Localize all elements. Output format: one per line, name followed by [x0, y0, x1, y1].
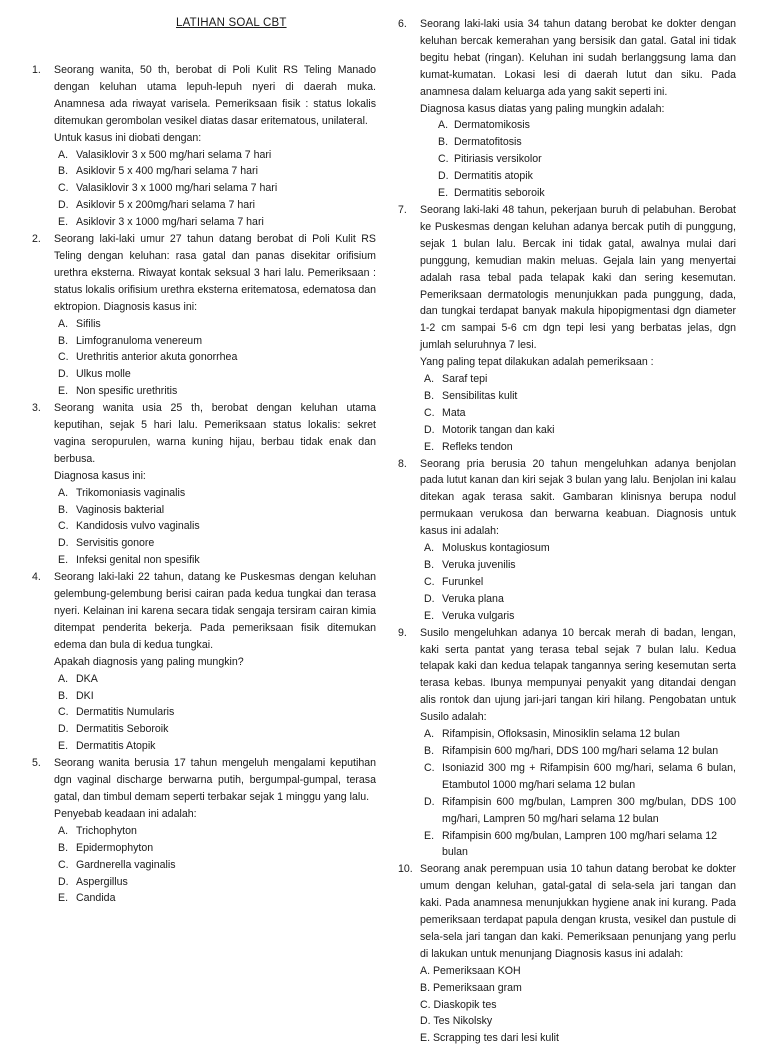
option-a: [54, 316, 376, 333]
option-letter: B.: [424, 744, 435, 757]
option-b: [420, 388, 736, 405]
option-text: Aspergillus: [76, 875, 128, 888]
question-stem: Seorang laki-laki 48 tahun, pekerjaan buruh di pelabuhan. Berobat ke Puskesmas dengan keluhan adanya bercak putih di punggung, sejak 1 bulan lalu. Bercak ini tidak gatal, awalnya mulai dari punggung, kemudian makin meluas. Gejala lain yang menyertai adalah rasa tebal pada telapak kaki dan sering kesemutan. Pemeriksaan dermatologis menunjukkan pada punggung, dada, dan tungkai terdapat banyak makula hipopigmentasi dgn diameter 1-2 cm sampai 5-6 cm dgn tepi lesi yang berbatas jelas, dgn jumlah seluruhnya 7 lesi.: [420, 203, 736, 352]
option-c: [54, 180, 376, 197]
question-number: 9.: [398, 626, 407, 639]
option-letter: B.: [58, 689, 69, 702]
question-number: 3.: [32, 402, 41, 415]
option-e: [54, 383, 376, 400]
left-column: [32, 62, 376, 907]
option-text: Epidermophyton: [76, 841, 154, 854]
option-d: [54, 197, 376, 214]
question-stem: Susilo mengeluhkan adanya 10 bercak merah di badan, lengan, kaki serta pantat yang terasa tebal sejak 7 bulan lalu. Kedua telapak kaki dan kedua telapak tangannya sering kesemutan serta terasa kebas. Ibunya mempunyai penyakit yang ditandai dengan alis rontok dan ujung jari-jari tangan kiri hilang. Pengobatan untuk Susilo adalah:: [420, 626, 736, 724]
option-a: [420, 371, 736, 388]
option-b: [420, 743, 736, 760]
option-text: Rifampisin 600 mg/bulan, Lampren 100 mg/hari selama 12 bulan: [442, 829, 717, 859]
option-list: [420, 540, 736, 625]
option-b: [54, 840, 376, 857]
option-letter: E.: [58, 216, 69, 229]
option-letter: A.: [438, 119, 449, 132]
option-d: [420, 591, 736, 608]
option-letter: D.: [420, 1015, 431, 1028]
option-text: Dermatitis seboroik: [454, 187, 545, 200]
option-letter: C.: [424, 575, 435, 588]
option-text: Mata: [442, 406, 466, 419]
question-7: [398, 202, 736, 456]
option-c: [54, 349, 376, 366]
option-letter: E.: [58, 554, 69, 567]
option-text: Motorik tangan dan kaki: [442, 423, 555, 436]
option-letter: B.: [58, 503, 69, 516]
question-prompt: Yang paling tepat dilakukan adalah pemeriksaan :: [420, 356, 654, 369]
option-text: Moluskus kontagiosum: [442, 542, 550, 555]
option-letter: A.: [58, 317, 69, 330]
option-letter: B.: [424, 389, 435, 402]
option-c: [54, 857, 376, 874]
option-d: [54, 535, 376, 552]
option-c: [420, 997, 736, 1014]
option-letter: D.: [424, 592, 435, 605]
option-c: [420, 760, 736, 794]
option-letter: B.: [438, 136, 449, 149]
option-text: Veruka vulgaris: [442, 609, 515, 622]
option-e: [420, 1030, 736, 1047]
option-e: [54, 738, 376, 755]
option-text: Sensibilitas kulit: [442, 389, 518, 402]
question-number: 2.: [32, 233, 41, 246]
option-letter: A.: [424, 728, 435, 741]
option-text: Dermatitis Seboroik: [76, 723, 169, 736]
option-list: [54, 147, 376, 232]
option-list: [420, 726, 736, 861]
option-c: [54, 704, 376, 721]
option-text: Dermatitis atopik: [454, 170, 533, 183]
option-letter: D.: [58, 875, 69, 888]
option-a: [420, 117, 736, 134]
option-letter: C.: [424, 406, 435, 419]
option-letter: A.: [424, 373, 435, 386]
option-text: Candida: [76, 892, 116, 905]
question-8: [398, 456, 736, 625]
option-text: Isoniazid 300 mg + Rifampisin 600 mg/hari, selama 6 bulan, Etambutol 1000 mg/hari selama 12 bulan: [442, 761, 736, 791]
option-text: DKI: [76, 689, 94, 702]
question-6: [398, 16, 736, 202]
option-a: [420, 726, 736, 743]
option-letter: A.: [420, 964, 431, 977]
option-text: Valasiklovir 3 x 1000 mg/hari selama 7 hari: [76, 182, 278, 195]
option-a: [54, 671, 376, 688]
option-text: DKA: [76, 672, 98, 685]
question-number: 7.: [398, 203, 407, 216]
option-text: Veruka plana: [442, 592, 504, 605]
option-b: [420, 557, 736, 574]
option-text: Kandidosis vulvo vaginalis: [76, 520, 200, 533]
option-letter: B.: [420, 981, 431, 994]
option-letter: A.: [58, 148, 69, 161]
option-text: Ulkus molle: [76, 368, 131, 381]
option-letter: C.: [58, 351, 69, 364]
question-number: 10.: [398, 863, 413, 876]
option-a: [54, 485, 376, 502]
option-letter: A.: [58, 672, 69, 685]
question-number: 4.: [32, 571, 41, 584]
option-letter: C.: [420, 998, 431, 1011]
option-list: [54, 316, 376, 401]
option-b: [54, 163, 376, 180]
question-stem: Seorang laki-laki 22 tahun, datang ke Puskesmas dengan keluhan gelembung-gelembung berisi cairan pada kedua tungkai dan terasa nyeri. Kelainan ini karena secara tidak sengaja tersiram cairan kimia ditempat penderita bekerja. Pada pemeriksaan fisik ditemukan edema dan bula di kedua tungkai.: [54, 571, 376, 651]
option-b: [54, 502, 376, 519]
option-list: [420, 117, 736, 202]
option-d: [54, 721, 376, 738]
option-letter: E.: [58, 740, 69, 753]
option-b: [54, 333, 376, 350]
option-letter: A.: [58, 486, 69, 499]
option-text: Non spesific urethritis: [76, 385, 178, 398]
option-c: [54, 518, 376, 535]
option-text: Rifampisin 600 mg/bulan, Lampren 300 mg/bulan, DDS 100 mg/hari, Lampren 50 mg/hari selama 12 bulan: [442, 795, 736, 825]
option-text: Dermatomikosis: [454, 119, 530, 132]
question-stem: Seorang wanita, 50 th, berobat di Poli Kulit RS Teling Manado dengan keluhan utama lepuh-lepuh nyeri di daerah muka. Anamnesa ada riwayat varisela. Pemeriksaan fisik : status lokalis ditemukan gerombolan vesikel diatas dasar eritematous, unilateral.: [54, 64, 376, 127]
option-a: [54, 147, 376, 164]
option-letter: C.: [424, 761, 435, 774]
option-d: [420, 794, 736, 828]
option-text: Rifampisin, Ofloksasin, Minosiklin selama 12 bulan: [442, 728, 680, 741]
option-list: [398, 963, 736, 1047]
option-b: [420, 134, 736, 151]
option-text: Sifilis: [76, 317, 101, 330]
option-text: Servisitis gonore: [76, 537, 155, 550]
option-text: Pemeriksaan KOH: [432, 964, 521, 977]
option-letter: C.: [58, 520, 69, 533]
question-stem: Seorang pria berusia 20 tahun mengeluhkan adanya benjolan pada lutut kanan dan kiri sejak 3 bulan yang lalu. Benjolan ini kalau ditekan agak terasa sakit. Gambaran klinisnya berupa nodul permukaan verukosa dan berwarna keabuan. Diagnosis untuk kasus ini adalah:: [420, 457, 736, 538]
option-e: [420, 608, 736, 625]
option-letter: E.: [58, 892, 69, 905]
question-2: [32, 231, 376, 400]
question-stem: Seorang wanita berusia 17 tahun mengeluh mengalami keputihan dgn vaginal discharge berwarna putih, bergumpal-gumpal, terasa gatal, dan timbul demam seperti terbakar sejak 1 minggu yang lalu.: [54, 757, 376, 803]
option-a: [420, 963, 736, 980]
option-letter: E.: [424, 440, 435, 453]
option-a: [54, 823, 376, 840]
question-stem: Seorang laki-laki usia 34 tahun datang berobat ke dokter dengan keluhan bercak kemerahan yang bersisik dan gatal. Gatal ini tidak begitu hebat (ringan). Keluhan ini sudah berlanggsung lama dan kumat-kumatan. Lokasi lesi di daerah lutut dan siku. Pada anamnesa dalam keluarga ada yang sakit seperti ini.: [420, 18, 736, 98]
option-text: Scrapping tes dari lesi kulit: [432, 1032, 559, 1045]
option-list: [54, 671, 376, 756]
option-letter: C.: [58, 858, 69, 871]
option-e: [54, 552, 376, 569]
option-letter: C.: [58, 182, 69, 195]
option-letter: D.: [424, 795, 435, 808]
option-e: [420, 828, 736, 862]
option-letter: D.: [58, 199, 69, 212]
option-text: Asiklovir 5 x 200mg/hari selama 7 hari: [76, 199, 255, 212]
option-text: Gardnerella vaginalis: [76, 858, 176, 871]
question-number: 8.: [398, 457, 407, 470]
option-text: Dermatitis Atopik: [76, 740, 156, 753]
option-text: Tes Nikolsky: [433, 1015, 493, 1028]
option-letter: D.: [58, 723, 69, 736]
option-c: [420, 151, 736, 168]
question-prompt: Diagnosa kasus diatas yang paling mungkin adalah:: [420, 102, 665, 115]
option-d: [54, 874, 376, 891]
option-b: [420, 980, 736, 997]
question-prompt: Diagnosa kasus ini:: [54, 469, 146, 482]
question-prompt: Apakah diagnosis yang paling mungkin?: [54, 655, 244, 668]
option-letter: D.: [58, 368, 69, 381]
question-4: [32, 569, 376, 755]
option-text: Veruka juvenilis: [442, 559, 516, 571]
question-10: [398, 861, 736, 962]
question-number: 5.: [32, 757, 41, 770]
option-a: [420, 540, 736, 557]
option-text: Dermatofitosis: [454, 136, 522, 149]
option-letter: E.: [58, 385, 69, 398]
question-9: [398, 625, 736, 862]
option-text: Pitiriasis versikolor: [454, 153, 542, 166]
option-d: [54, 366, 376, 383]
question-stem: Seorang laki-laki umur 27 tahun datang berobat di Poli Kulit RS Teling dengan keluhan: rasa gatal dan panas disekitar orifisium urethra eksterna. Riwayat kontak seksual 3 hari lalu. Pemeriksaan : status lokalis orifisium urethra eksterna eritematosa, edematosa dan ektropion. Diagnosis kasus ini:: [54, 233, 376, 313]
option-text: Saraf tepi: [442, 373, 488, 386]
question-stem: Seorang anak perempuan usia 10 tahun datang berobat ke dokter umum dengan keluhan, gatal-gatal di sela-sela jari tangan dan kaki. Pada anamnesa menunjukkan hygiene anak ini kurang. Pada pemeriksaan terdapat papula dengan krusta, vesikel dan pustule di sela-sela jari tangan dan kaki. Pemeriksaan penunjang yang perlu di lakukan untuk menunjang Diagnosis kasus ini adalah:: [420, 863, 736, 960]
question-3: [32, 400, 376, 569]
option-d: [420, 422, 736, 439]
page-title: LATIHAN SOAL CBT: [176, 17, 287, 29]
option-e: [420, 439, 736, 456]
option-text: Asiklovir 5 x 400 mg/hari selama 7 hari: [76, 165, 258, 178]
option-text: Furunkel: [442, 575, 484, 588]
option-letter: E.: [424, 609, 435, 622]
question-number: 6.: [398, 18, 407, 30]
option-text: Valasiklovir 3 x 500 mg/hari selama 7 hari: [76, 148, 272, 161]
question-prompt: Untuk kasus ini diobati dengan:: [54, 131, 202, 144]
option-text: Asiklovir 3 x 1000 mg/hari selama 7 hari: [76, 216, 264, 229]
option-text: Limfogranuloma venereum: [76, 334, 203, 347]
option-letter: C.: [58, 706, 69, 719]
option-letter: E.: [420, 1032, 431, 1045]
option-d: [420, 168, 736, 185]
question-5: [32, 755, 376, 907]
option-text: Rifampisin 600 mg/hari, DDS 100 mg/hari selama 12 bulan: [442, 744, 719, 757]
option-letter: E.: [424, 829, 435, 842]
option-text: Infeksi genital non spesifik: [76, 554, 200, 567]
option-b: [54, 688, 376, 705]
option-letter: B.: [58, 165, 69, 178]
option-letter: A.: [424, 542, 435, 555]
option-text: Diaskopik tes: [433, 998, 497, 1011]
option-text: Trichophyton: [76, 824, 137, 837]
option-text: Urethritis anterior akuta gonorrhea: [76, 351, 238, 364]
option-letter: B.: [58, 841, 69, 854]
option-e: [54, 890, 376, 907]
option-text: Vaginosis bakterial: [76, 503, 165, 516]
option-letter: A.: [58, 824, 69, 837]
option-letter: D.: [58, 537, 69, 550]
option-text: Trikomoniasis vaginalis: [76, 486, 186, 499]
option-letter: D.: [438, 170, 449, 183]
question-prompt: Penyebab keadaan ini adalah:: [54, 807, 197, 820]
option-text: Dermatitis Numularis: [76, 706, 175, 719]
option-e: [54, 214, 376, 231]
option-text: Pemeriksaan gram: [432, 981, 522, 994]
question-stem: Seorang wanita usia 25 th, berobat dengan keluhan utama keputihan, sejak 5 hari lalu. Pemeriksaan status lokalis: sekret vagina seropurulen, warna kuning hijau, berbau tidak enak dan berbusa.: [54, 402, 376, 465]
option-letter: E.: [438, 187, 449, 200]
question-1: [32, 62, 376, 231]
option-c: [420, 574, 736, 591]
right-column: [398, 16, 736, 1047]
option-list: [420, 371, 736, 456]
question-number: 1.: [32, 64, 41, 76]
option-e: [420, 185, 736, 202]
option-list: [54, 485, 376, 570]
option-letter: C.: [438, 153, 449, 166]
option-letter: B.: [424, 559, 435, 571]
option-c: [420, 405, 736, 422]
option-text: Refleks tendon: [442, 440, 513, 453]
option-letter: B.: [58, 334, 69, 347]
option-d: [420, 1013, 736, 1030]
option-list: [54, 823, 376, 908]
option-letter: D.: [424, 423, 435, 436]
